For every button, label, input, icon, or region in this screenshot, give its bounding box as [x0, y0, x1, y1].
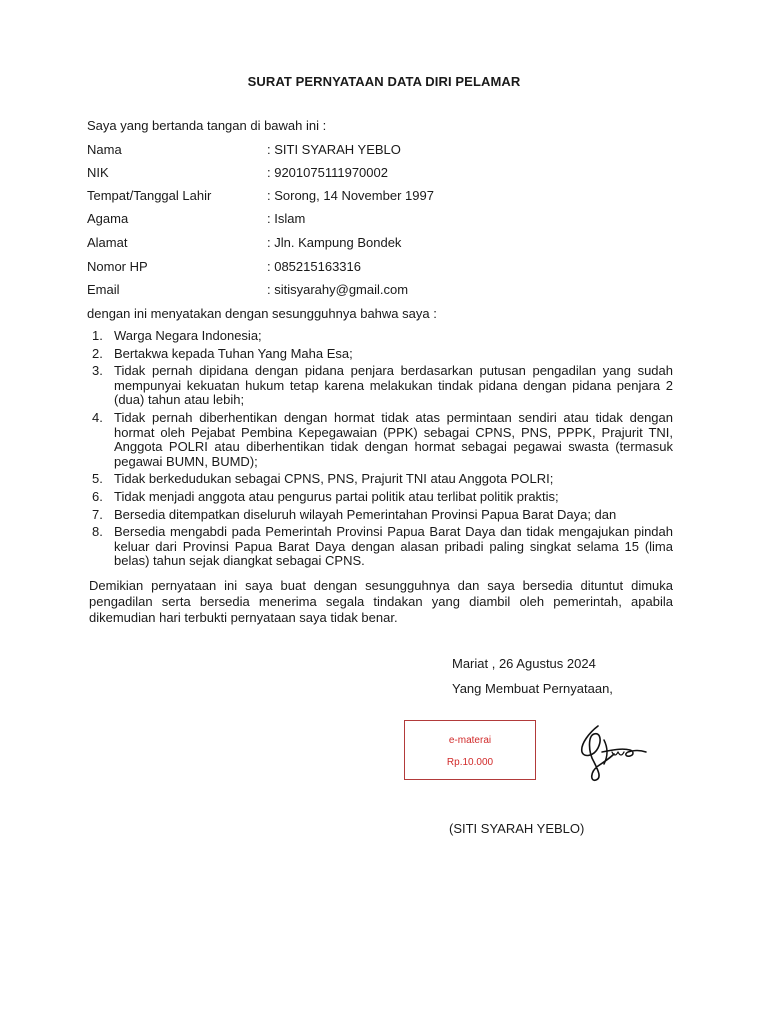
- list-item: [88, 472, 673, 487]
- materai-amount: Rp.10.000: [446, 757, 494, 768]
- field-value: : SITI SYARAH YEBLO: [267, 142, 401, 157]
- list-text: Tidak pernah diberhentikan dengan hormat tidak atas permintaan sendiri atau tidak dengan hormat oleh Pejabat Pembina Kepegawaian (PPK) sebagai CPNS, PNS, PPPK, Prajurit TNI, Anggota POLRI atau diberhentikan tidak dengan hormat sebagai pegawai swasta (termasuk pegawai BUMN, BUMD);: [114, 409, 673, 469]
- field-label: NIK: [87, 165, 109, 180]
- e-materai-stamp: [404, 720, 536, 780]
- field-value: : Islam: [267, 211, 306, 226]
- list-item: [88, 490, 673, 505]
- list-number: 4.: [92, 409, 103, 425]
- list-number: 7.: [92, 506, 103, 522]
- signer-name: (SITI SYARAH YEBLO): [449, 821, 585, 836]
- statement-list: [88, 329, 673, 569]
- list-text: Tidak menjadi anggota atau pengurus partai politik atau terlibat politik praktis;: [114, 488, 559, 504]
- field-label: Alamat: [87, 235, 128, 250]
- list-text: Bersedia ditempatkan diseluruh wilayah Pemerintahan Provinsi Papua Barat Daya; dan: [114, 506, 617, 522]
- list-item: [88, 525, 673, 569]
- field-value: : Sorong, 14 November 1997: [267, 188, 434, 203]
- field-row-email: [87, 282, 687, 300]
- list-number: 6.: [92, 488, 103, 504]
- field-row-phone: [87, 259, 687, 277]
- field-label: Nomor HP: [87, 259, 148, 274]
- field-row-agama: [87, 211, 687, 229]
- field-value: : 085215163316: [267, 259, 361, 274]
- list-text: Tidak pernah dipidana dengan pidana penjara berdasarkan putusan pengadilan yang sudah mempunyai kekuatan hukum tetap karena melakukan tindak pidana dengan pidana penjara 2 (dua) tahun atau lebih;: [114, 363, 673, 408]
- list-number: 1.: [92, 328, 103, 343]
- field-value: : 9201075111970002: [267, 165, 388, 180]
- field-label: Agama: [87, 211, 129, 226]
- list-text: Warga Negara Indonesia;: [114, 328, 262, 343]
- list-number: 3.: [92, 363, 103, 379]
- field-label: Nama: [87, 142, 122, 157]
- field-value: : sitisyarahy@gmail.com: [267, 282, 409, 297]
- closing-paragraph: Demikian pernyataan ini saya buat dengan sesungguhnya dan saya bersedia dituntut dimuka pengadilan serta bersedia menerima segala tindakan yang diambil oleh pemerintah, apabila dikemudian hari terbukti pernyataan saya tidak benar.: [89, 578, 673, 625]
- list-item: [88, 411, 673, 469]
- list-item: [88, 329, 673, 344]
- field-row-nama: [87, 142, 687, 160]
- declaration-intro: dengan ini menyatakan dengan sesungguhnya bahwa saya :: [87, 306, 437, 321]
- list-item: [88, 364, 673, 408]
- maker-label: Yang Membuat Pernyataan,: [452, 681, 613, 696]
- field-label: Email: [87, 282, 120, 297]
- intro-text: Saya yang bertanda tangan di bawah ini :: [87, 118, 327, 133]
- list-item: [88, 347, 673, 362]
- place-date: Mariat , 26 Agustus 2024: [452, 656, 596, 671]
- field-row-nik: [87, 165, 687, 183]
- field-value: : Jln. Kampung Bondek: [267, 235, 402, 250]
- signature-image: [568, 722, 652, 784]
- list-text: Tidak berkedudukan sebagai CPNS, PNS, Prajurit TNI atau Anggota POLRI;: [114, 471, 554, 487]
- materai-title: e-materai: [448, 735, 492, 746]
- list-number: 5.: [92, 471, 103, 487]
- list-number: 8.: [92, 524, 103, 540]
- document-title: SURAT PERNYATAAN DATA DIRI PELAMAR: [247, 74, 521, 89]
- list-text: Bertakwa kepada Tuhan Yang Maha Esa;: [114, 345, 353, 361]
- list-item: [88, 508, 673, 523]
- field-row-alamat: [87, 235, 687, 253]
- list-text: Bersedia mengabdi pada Pemerintah Provinsi Papua Barat Daya dan tidak mengajukan pindah keluar dari Provinsi Papua Barat Daya dengan alasan pribadi paling singkat selama 15 (lima belas) tahun sejak diangkat sebagai CPNS.: [114, 524, 673, 569]
- field-label: Tempat/Tanggal Lahir: [87, 188, 212, 203]
- field-row-birth: [87, 188, 687, 206]
- list-number: 2.: [92, 345, 103, 361]
